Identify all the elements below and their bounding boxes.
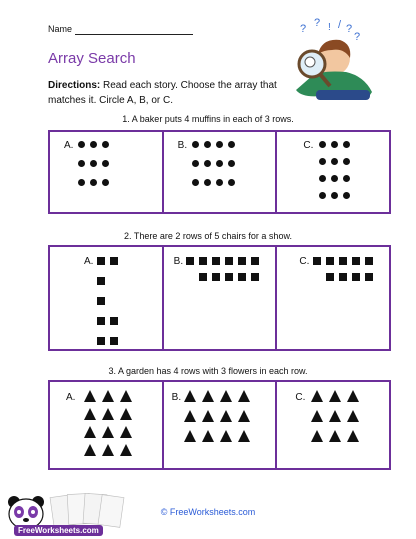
option-3-b[interactable] bbox=[164, 382, 278, 468]
triangle-array bbox=[184, 390, 250, 442]
option-3-c[interactable] bbox=[277, 382, 389, 468]
dot-array bbox=[319, 141, 350, 199]
triangle-array bbox=[311, 390, 359, 442]
option-label: B. bbox=[177, 140, 188, 151]
question-2: 2. There are 2 rows of 5 chairs for a show. bbox=[124, 231, 292, 241]
svg-text:?: ? bbox=[346, 23, 353, 35]
answer-box-2 bbox=[48, 245, 391, 351]
option-3-a[interactable] bbox=[50, 382, 164, 468]
square-array bbox=[186, 257, 259, 281]
name-line[interactable] bbox=[75, 34, 193, 35]
square-array bbox=[313, 257, 373, 281]
kid-magnifier-illustration bbox=[282, 14, 392, 106]
option-label: C. bbox=[299, 256, 310, 267]
worksheet-title: Array Search bbox=[48, 50, 136, 67]
svg-text:/: / bbox=[338, 19, 342, 31]
directions-label: Directions: bbox=[48, 80, 101, 91]
option-2-a[interactable] bbox=[50, 247, 164, 349]
option-2-c[interactable] bbox=[277, 247, 389, 349]
logo-text: FreeWorksheets.com bbox=[14, 525, 103, 536]
answer-box-3 bbox=[48, 380, 391, 470]
option-label: B. bbox=[171, 392, 182, 403]
option-label: A. bbox=[84, 256, 94, 267]
svg-text:!: ! bbox=[328, 22, 331, 33]
option-2-b[interactable] bbox=[164, 247, 278, 349]
option-1-a[interactable] bbox=[50, 132, 164, 212]
option-label: A. bbox=[64, 140, 74, 151]
square-array bbox=[97, 257, 118, 345]
name-label: Name bbox=[48, 24, 73, 34]
question-1: 1. A baker puts 4 muffins in each of 3 rows. bbox=[122, 114, 294, 124]
svg-text:?: ? bbox=[314, 17, 321, 29]
question-3: 3. A garden has 4 rows with 3 flowers in each row. bbox=[108, 366, 308, 376]
dot-array bbox=[78, 141, 109, 186]
option-label: C. bbox=[295, 392, 306, 403]
option-1-b[interactable] bbox=[164, 132, 278, 212]
footer-link[interactable]: © FreeWorksheets.com bbox=[160, 507, 256, 517]
directions-text: Read each story. Choose the array that matches it. Circle A, B, or C. bbox=[48, 80, 277, 106]
dot-array bbox=[192, 141, 235, 186]
svg-text:?: ? bbox=[300, 23, 307, 35]
option-1-c[interactable] bbox=[277, 132, 389, 212]
svg-text:?: ? bbox=[354, 31, 361, 43]
answer-box-1 bbox=[48, 130, 391, 214]
triangle-array bbox=[84, 390, 132, 456]
option-label: A. bbox=[66, 392, 76, 403]
directions bbox=[48, 78, 284, 108]
option-label: C. bbox=[303, 140, 314, 151]
option-label: B. bbox=[173, 256, 184, 267]
